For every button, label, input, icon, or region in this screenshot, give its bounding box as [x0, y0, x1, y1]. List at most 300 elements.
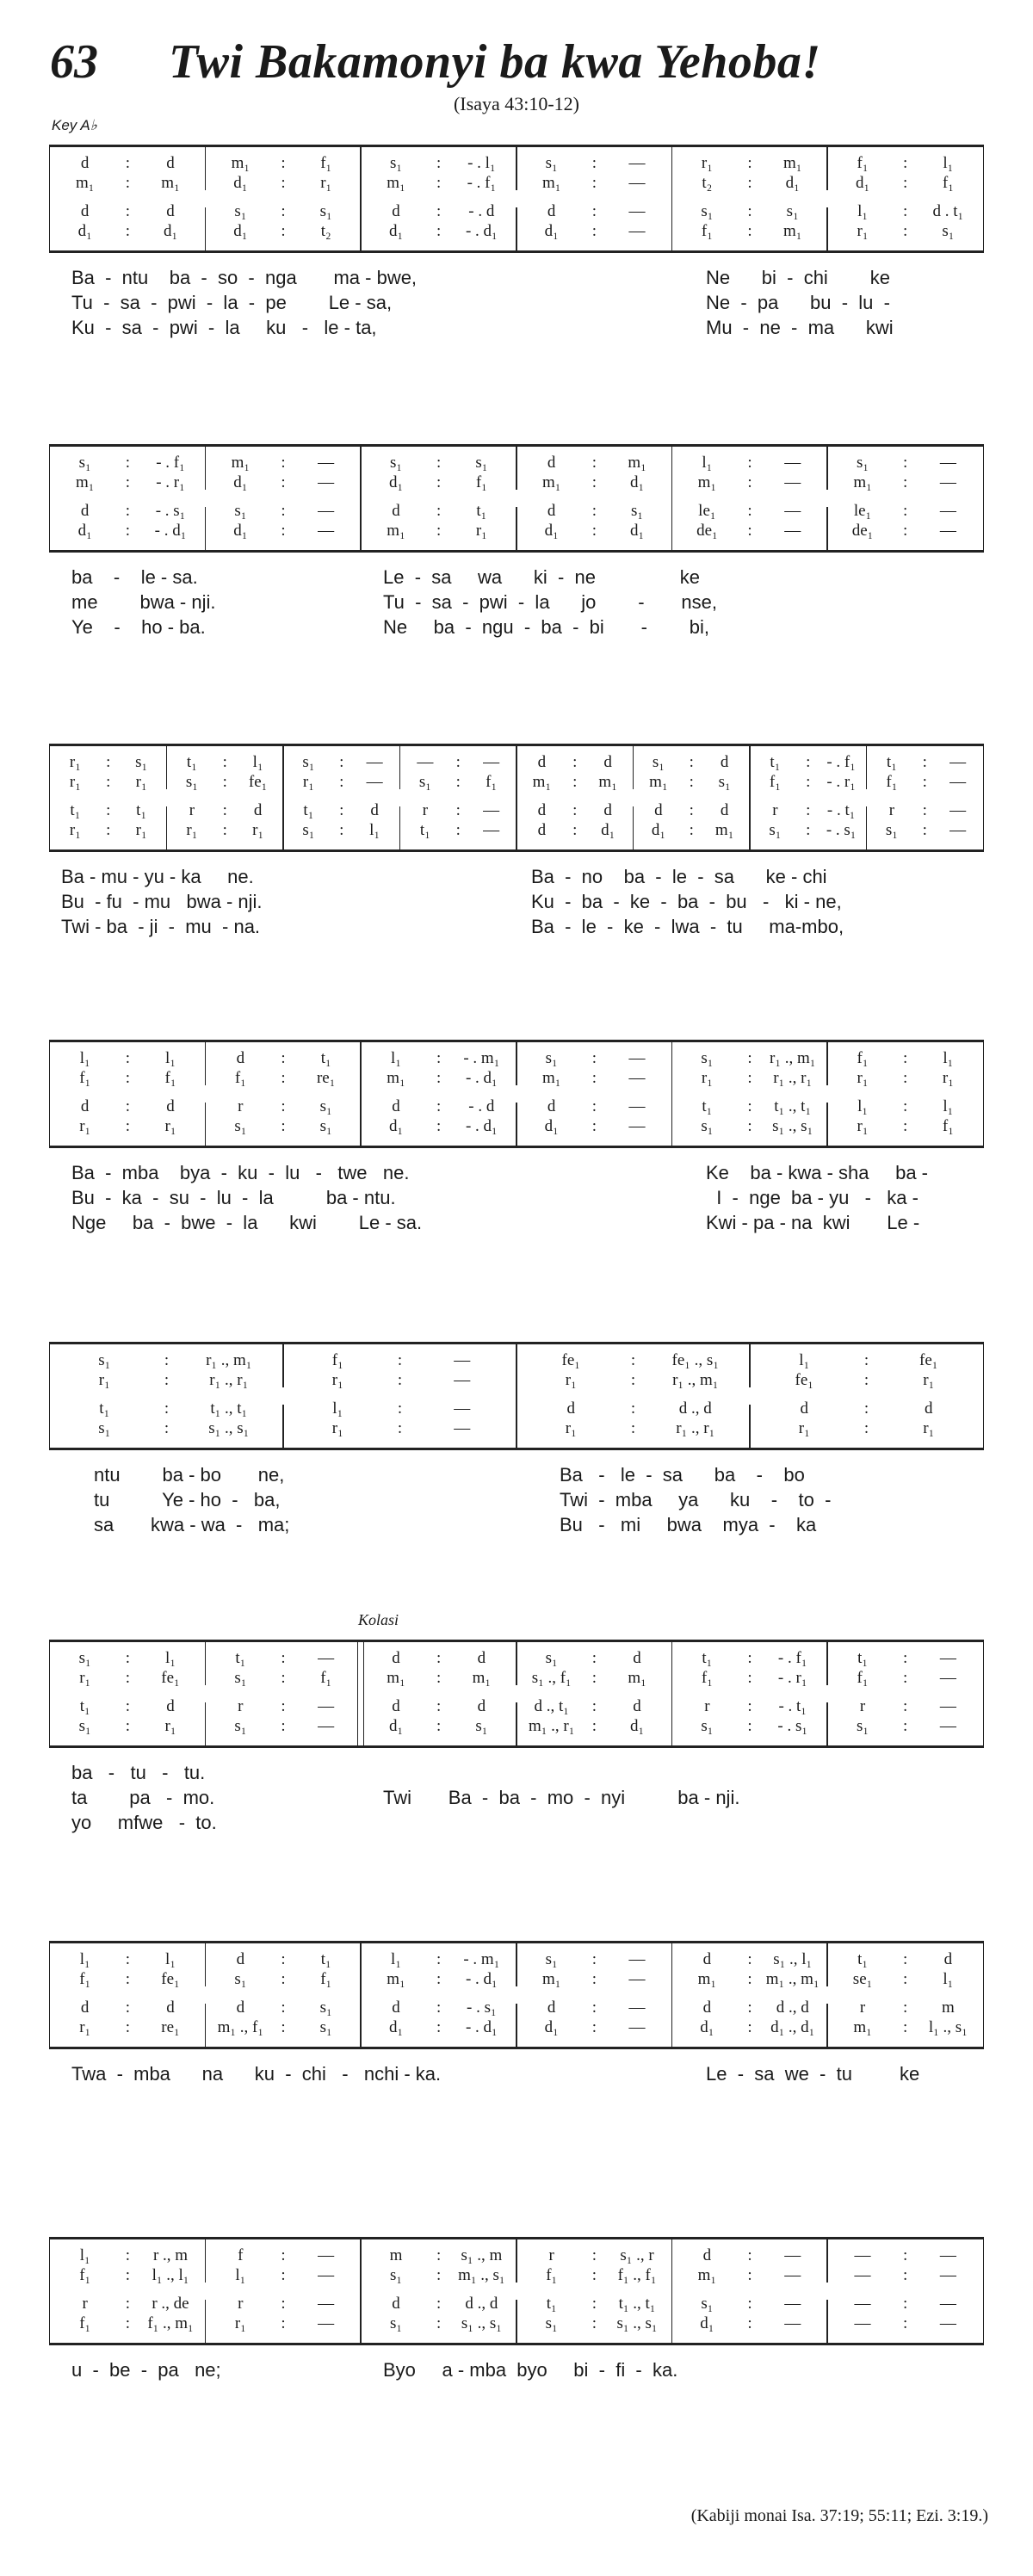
beat-divider: : [436, 2314, 442, 2332]
alto-part [827, 473, 983, 492]
note: - . f₁ [826, 753, 856, 771]
beat-divider: : [747, 2314, 752, 2332]
beat-divider: : [903, 2295, 908, 2313]
note: d₁ [233, 473, 248, 491]
note: m₁ [541, 1970, 561, 1988]
alto-part [672, 1069, 828, 1088]
note: s₁ [857, 454, 869, 472]
bass-part [361, 2314, 516, 2333]
note: m₁ [75, 174, 95, 192]
note: l₁ [332, 1399, 343, 1418]
beat-divider: : [436, 2266, 442, 2284]
beat-divider: : [747, 2295, 752, 2313]
beat-divider: : [339, 801, 344, 819]
beat-divider: : [436, 2018, 442, 2036]
notation-box [49, 1640, 984, 1748]
beat-divider: : [281, 202, 286, 220]
lyrics [49, 866, 984, 943]
note: d [566, 1399, 575, 1418]
note: d₁ [388, 222, 404, 240]
beat-divider: : [125, 1970, 130, 1988]
note: - . d [468, 1097, 495, 1115]
alto-part [672, 2266, 828, 2285]
note: d₁ [544, 222, 559, 240]
note: r₁ [186, 821, 198, 839]
bass-part [750, 821, 867, 840]
note: d [633, 1649, 641, 1667]
soprano-part [361, 1049, 516, 1068]
note: t₁ [136, 801, 147, 819]
note: l₁ [391, 1950, 401, 1968]
tenor-part [206, 1097, 362, 1116]
note: r₁ [798, 1419, 810, 1437]
note: — [454, 1371, 471, 1389]
note: — [318, 1649, 335, 1667]
tenor-part [827, 502, 983, 521]
note: — [318, 1717, 335, 1735]
note: l₁ [943, 1049, 954, 1067]
beat-divider: : [222, 821, 227, 839]
beat-divider: : [903, 1950, 908, 1968]
beat-divider: : [630, 1419, 636, 1437]
beat-divider: : [747, 174, 752, 192]
soprano-part [361, 154, 516, 173]
beat-divider: : [572, 821, 578, 839]
beat-divider: : [863, 1351, 869, 1369]
note: d [80, 1998, 90, 2017]
note: l₁ [369, 821, 380, 839]
note: t₁ ., t₁ [774, 1097, 812, 1115]
note: s₁ [319, 1998, 332, 2017]
note: — [628, 1950, 646, 1968]
note: d₁ [629, 473, 645, 491]
note: s₁ [78, 1717, 91, 1735]
note: d₁ [233, 222, 248, 240]
note: d₁ [388, 1117, 404, 1135]
note: f₁ [886, 773, 898, 791]
note: r [859, 1697, 866, 1715]
measure [867, 746, 984, 849]
beat-divider: : [591, 222, 597, 240]
alto-part [750, 773, 867, 792]
soprano-part [206, 1950, 362, 1969]
note: - . d₁ [465, 1069, 498, 1087]
soprano-part [50, 753, 167, 772]
beat-divider: : [436, 502, 442, 520]
beat-divider: : [455, 773, 461, 791]
lyric-phrase: Ne bi - chi ke [706, 267, 890, 288]
lyrics [49, 566, 984, 644]
note: s₁ [769, 821, 782, 839]
note: d₁ [544, 522, 559, 540]
note: — [949, 753, 967, 771]
notation-box [49, 145, 984, 253]
note: s₁ [885, 821, 898, 839]
note: m₁ [697, 473, 717, 491]
note: le₁ [853, 502, 872, 520]
lyrics [49, 1464, 984, 1541]
note: r₁ [701, 1069, 713, 1087]
note: s₁ [418, 773, 431, 791]
beat-divider: : [747, 1069, 752, 1087]
soprano-part [50, 1351, 283, 1370]
note: l₁ [857, 1097, 868, 1115]
lyric-phrase: Twa - mba na ku - chi - nchi - ka. [71, 2063, 442, 2085]
note: f₁ [942, 1117, 954, 1135]
note: s₁ [319, 1097, 332, 1115]
note: d [537, 821, 547, 839]
note: l₁ [702, 454, 713, 472]
note: s₁ ., f₁ [531, 1669, 572, 1687]
beat-divider: : [436, 174, 442, 192]
lyric-phrase: Ku - ba - ke - ba - bu - ki - ne, [531, 891, 842, 912]
measure [167, 746, 284, 849]
chorus-label: Kolasi [358, 1611, 399, 1628]
beat-divider: : [125, 1697, 130, 1715]
beat-divider: : [922, 821, 927, 839]
note: m₁ [853, 2018, 872, 2036]
beat-divider: : [591, 1097, 597, 1115]
soprano-part [634, 753, 751, 772]
note: — [628, 2018, 646, 2036]
tenor-part [361, 1097, 516, 1116]
note: — [483, 821, 500, 839]
measure [672, 1943, 828, 2047]
tenor-part [206, 202, 362, 221]
measure [361, 147, 516, 250]
measure [361, 1042, 516, 1146]
note: d₁ [388, 473, 404, 491]
tenor-part [516, 502, 672, 521]
soprano-part [516, 454, 672, 473]
note: m₁ ., f₁ [217, 2018, 264, 2036]
bass-part [516, 522, 672, 541]
measure [283, 1344, 516, 1448]
note: d₁ [651, 821, 665, 839]
note: t₁ [186, 753, 197, 771]
note: d [547, 502, 556, 520]
note: s₁ [185, 773, 198, 791]
tenor-part [50, 1998, 206, 2017]
note: s₁ ., s₁ [772, 1117, 813, 1135]
note: r₁ [164, 1717, 176, 1735]
measure [672, 447, 828, 550]
note: t₁ [702, 1097, 713, 1115]
bass-part [361, 1117, 516, 1136]
note: r [548, 2246, 554, 2264]
note: d [392, 1697, 400, 1715]
soprano-part [167, 753, 284, 772]
alto-part [516, 1669, 672, 1688]
note: f₁ [331, 1351, 343, 1369]
lyrics [49, 2359, 984, 2437]
measure [206, 1943, 362, 2047]
bass-part [827, 1117, 983, 1136]
note: t₁ [70, 801, 81, 819]
soprano-part [672, 1649, 828, 1668]
note: d ., d [465, 2295, 498, 2313]
note: r₁ [565, 1419, 577, 1437]
note: r ., m [152, 2246, 189, 2264]
note: — [318, 522, 335, 540]
soprano-part [361, 454, 516, 473]
note: — [628, 1049, 646, 1067]
tenor-part [400, 801, 517, 820]
lyric-phrase: Ba - ntu ba - so - nga ma - bwe, [71, 267, 418, 288]
note: s₁ [545, 1649, 558, 1667]
note: m₁ [387, 1069, 405, 1087]
note: — [784, 2314, 801, 2332]
note: s₁ [389, 154, 403, 172]
bass-part [50, 1419, 283, 1438]
bass-part [50, 2018, 206, 2037]
soprano-part [672, 2246, 828, 2265]
soprano-part [827, 2246, 983, 2265]
note: — [318, 2246, 335, 2264]
soprano-part [827, 1049, 983, 1068]
lyric-phrase: Bu - mi bwa mya - ka [560, 1514, 817, 1535]
bass-part [672, 522, 828, 541]
note: d [392, 202, 400, 220]
lyric-phrase: tu Ye - ho - ba, [94, 1489, 281, 1510]
beat-divider: : [903, 154, 908, 172]
measure [750, 1344, 983, 1448]
note: r₁ [69, 773, 81, 791]
beat-divider: : [630, 1371, 636, 1389]
alto-part [283, 1371, 516, 1390]
beat-divider: : [125, 1998, 130, 2017]
measure [400, 746, 517, 849]
alto-part [50, 1970, 206, 1989]
bass-part [672, 1117, 828, 1136]
note: r₁ [98, 1371, 110, 1389]
tenor-part [827, 1097, 983, 1116]
beat-divider: : [436, 1950, 442, 1968]
note: r [772, 801, 778, 819]
note: — [628, 1998, 646, 2017]
beat-divider: : [591, 2314, 597, 2332]
alto-part [750, 1371, 983, 1390]
lyric-phrase: u - be - pa ne; [71, 2359, 221, 2381]
bass-part [867, 821, 984, 840]
beat-divider: : [689, 801, 694, 819]
note: t₁ [857, 1649, 868, 1667]
note: s₁ [234, 502, 247, 520]
note: - . t₁ [778, 1697, 807, 1715]
bass-part [50, 2314, 206, 2333]
alto-part [206, 473, 362, 492]
lyric-phrase: ba - le - sa. [71, 566, 198, 588]
note: l₁ [165, 1049, 176, 1067]
bass-part [672, 2314, 828, 2333]
beat-divider: : [689, 753, 694, 771]
alto-part [283, 773, 400, 792]
note: s₁ [701, 1717, 714, 1735]
beat-divider: : [591, 2266, 597, 2284]
beat-divider: : [863, 1419, 869, 1437]
soprano-part [400, 753, 517, 772]
note: — [854, 2314, 871, 2332]
tenor-part [361, 502, 516, 521]
beat-divider: : [863, 1399, 869, 1418]
beat-divider: : [591, 1717, 597, 1735]
tenor-part [672, 2295, 828, 2313]
alto-part [516, 1970, 672, 1989]
note: m₁ ., r₁ [529, 1717, 575, 1735]
measure [634, 746, 751, 849]
alto-part [827, 1669, 983, 1688]
measure [827, 1042, 983, 1146]
beat-divider: : [281, 2314, 286, 2332]
beat-divider: : [281, 1669, 286, 1687]
note: fe₁ ., s₁ [671, 1351, 719, 1369]
note: l₁ [943, 1097, 954, 1115]
note: fe₁ [161, 1669, 180, 1687]
hymn-title: Twi Bakamonyi ba kwa Yehoba! [169, 35, 821, 89]
note: — [628, 1069, 646, 1087]
beat-divider: : [903, 1669, 908, 1687]
note: d [702, 2246, 712, 2264]
note: d [547, 1998, 556, 2017]
beat-divider: : [281, 1649, 286, 1667]
beat-divider: : [747, 2246, 752, 2264]
bass-part [516, 1117, 672, 1136]
measure [672, 1042, 828, 1146]
note: — [949, 801, 967, 819]
note: d [477, 1697, 486, 1715]
note: s₁ ., s₁ [461, 2314, 502, 2332]
note: d₁ [700, 2314, 714, 2332]
alto-part [672, 1669, 828, 1688]
note: fe₁ [248, 773, 268, 791]
lyric-phrase: ba - tu - tu. [71, 1762, 206, 1783]
bass-part [827, 522, 983, 541]
note: — [318, 454, 335, 472]
note: — [784, 2295, 801, 2313]
bass-part [167, 821, 284, 840]
note: t₁ [235, 1649, 246, 1667]
note: f₁ [486, 773, 498, 791]
note: m₁ [532, 773, 552, 791]
note: — [854, 2295, 871, 2313]
note: d [236, 1998, 245, 2017]
note: d₁ [601, 821, 615, 839]
beat-divider: : [106, 773, 111, 791]
beat-divider: : [125, 1717, 130, 1735]
note: m₁ [387, 174, 405, 192]
note: d [633, 1697, 641, 1715]
beat-divider: : [281, 1970, 286, 1988]
lyric-phrase: me bwa - nji. [71, 591, 216, 613]
soprano-part [283, 1351, 516, 1370]
note: d₁ [544, 2018, 559, 2036]
note: — [318, 2266, 335, 2284]
alto-part [634, 773, 751, 792]
note: s₁ [234, 1970, 247, 1988]
tenor-part [634, 801, 751, 820]
note: t₂ [702, 174, 713, 192]
beat-divider: : [903, 1717, 908, 1735]
beat-divider: : [397, 1371, 403, 1389]
note: — [628, 174, 646, 192]
alto-part [827, 1970, 983, 1989]
beat-divider: : [747, 1649, 752, 1667]
lyric-phrase: sa kwa - wa - ma; [94, 1514, 290, 1535]
lyric-phrase: Le - sa wa ki - ne ke [383, 566, 701, 588]
soprano-part [516, 1649, 672, 1668]
soprano-part [50, 2246, 206, 2265]
soprano-part [206, 154, 362, 173]
note: s₁ [234, 1717, 247, 1735]
note: s₁ [319, 2018, 332, 2036]
beat-divider: : [436, 522, 442, 540]
lyrics [49, 2063, 984, 2140]
bass-part [50, 1717, 206, 1736]
note: r₁ [923, 1371, 935, 1389]
bass-part [672, 1717, 828, 1736]
beat-divider: : [339, 773, 344, 791]
alto-part [361, 1069, 516, 1088]
note: f₁ [79, 2266, 91, 2284]
tenor-part [206, 502, 362, 521]
note: — [939, 2314, 956, 2332]
note: l₁ [252, 753, 263, 771]
beat-divider: : [436, 222, 442, 240]
alto-part [361, 1970, 516, 1989]
note: s₁ ., s₁ [208, 1419, 250, 1437]
note: s₁ ., s₁ [616, 2314, 658, 2332]
note: s₁ ., r [620, 2246, 654, 2264]
alto-part [50, 2266, 206, 2285]
lyric-line-verse-3 [49, 317, 984, 342]
note: s₁ [701, 2295, 714, 2313]
note: m₁ [541, 473, 561, 491]
beat-divider: : [125, 202, 130, 220]
measure [516, 746, 634, 849]
note: - . f₁ [777, 1649, 807, 1667]
note: — [784, 473, 801, 491]
note: - . d [468, 202, 495, 220]
note: d₁ [629, 1717, 645, 1735]
lyric-line-verse-2 [49, 891, 984, 916]
note: r₁ [857, 1069, 869, 1087]
note: d₁ [77, 222, 92, 240]
note: f₁ [320, 1970, 332, 1988]
lyric-phrase: Ba - no ba - le - sa ke - chi [531, 866, 827, 887]
tenor-part [361, 1697, 516, 1716]
hymn-number: 63 [50, 35, 98, 89]
alto-part [516, 174, 672, 193]
beat-divider: : [436, 454, 442, 472]
alto-part [50, 1371, 283, 1390]
note: d [236, 1950, 245, 1968]
note: — [628, 1970, 646, 1988]
note: l₁ [79, 1950, 90, 1968]
lyric-phrase: Ba - le - ke - lwa - tu ma-mbo, [531, 916, 844, 937]
lyric-line-verse-1 [49, 2359, 984, 2384]
beat-divider: : [591, 2295, 597, 2313]
beat-divider: : [455, 801, 461, 819]
tenor-part [167, 801, 284, 820]
note: l₁ [799, 1351, 810, 1369]
beat-divider: : [903, 454, 908, 472]
note: s₁ [389, 2314, 403, 2332]
lyric-line-verse-2 [49, 1187, 984, 1212]
note: s₁ ., m [461, 2246, 503, 2264]
tenor-part [867, 801, 984, 820]
lyric-phrase: Tu - sa - pwi - la jo - nse, [383, 591, 717, 613]
beat-divider: : [747, 1669, 752, 1687]
